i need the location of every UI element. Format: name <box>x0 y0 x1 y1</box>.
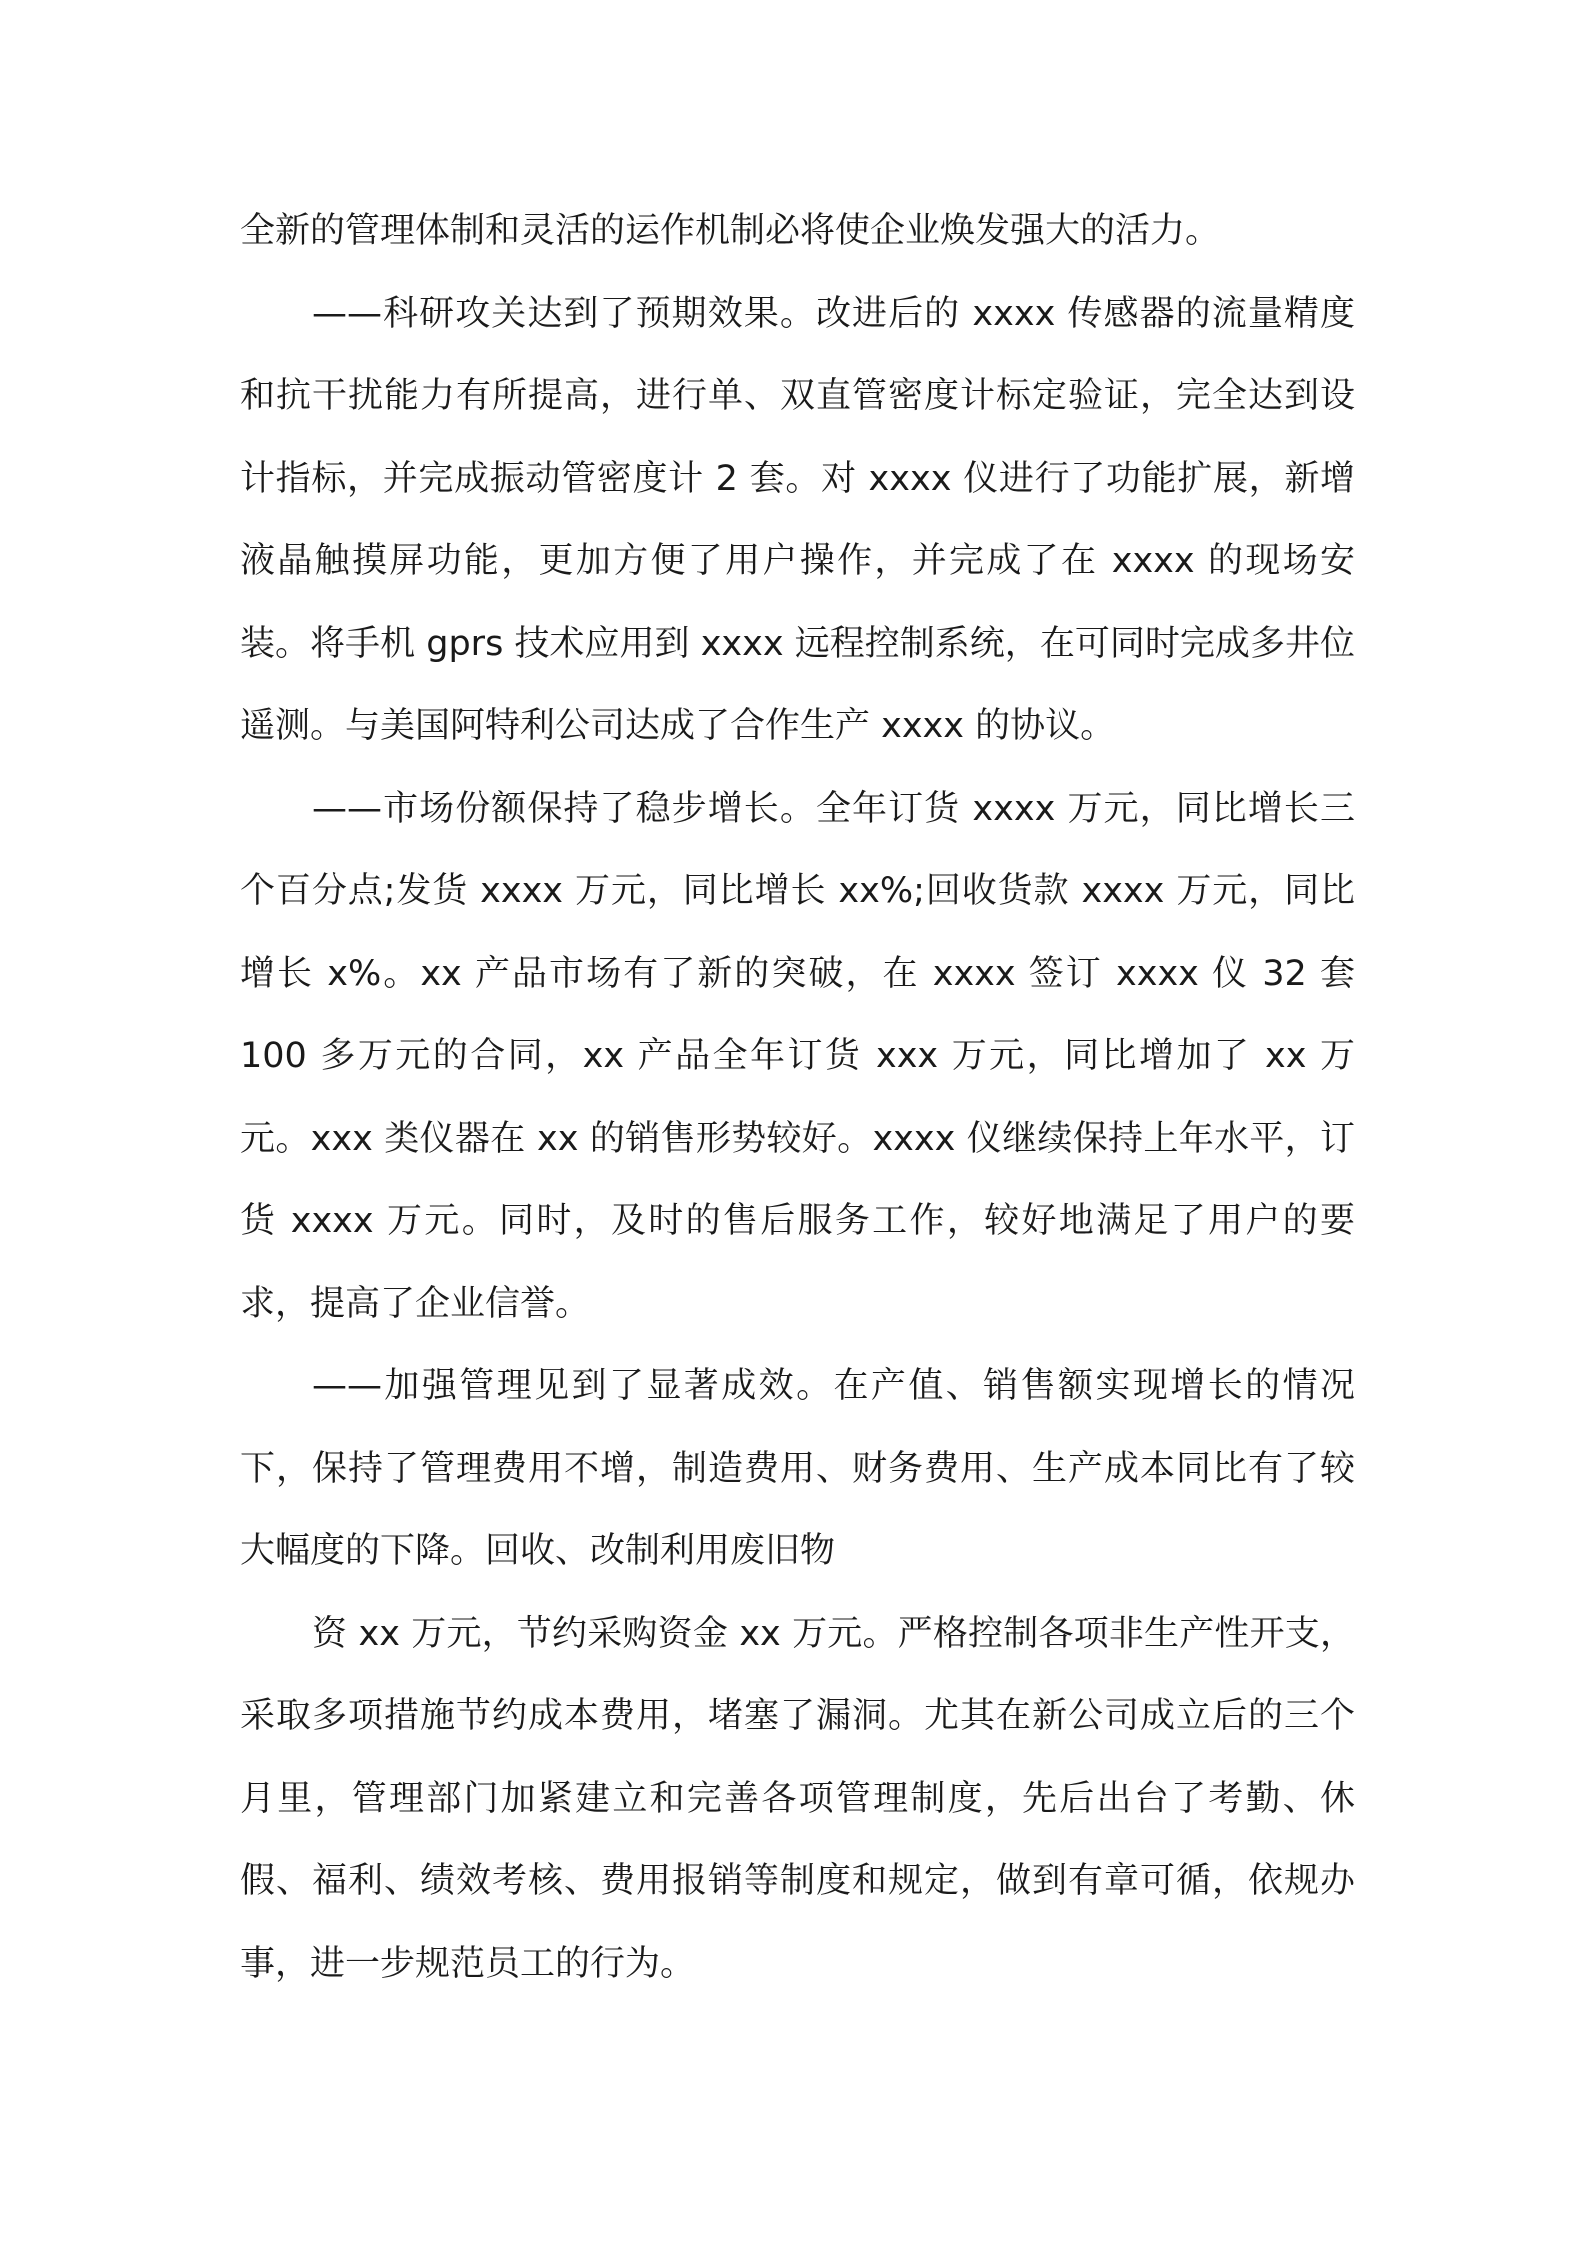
paragraph-market: ——市场份额保持了稳步增长。全年订货 xxxx 万元，同比增长三个百分点;发货 xxxx 万元，同比增长 xx%;回收货款 xxxx 万元，同比增长 x%。xx 产品市场有了新的突破，在 xxxx 签订 xxxx 仪 32 套 100 多万元的合同，xx 产品全年订货 xxx 万元，同比增加了 xx 万元。xxx 类仪器在 xx 的销售形势较好。xxxx 仪继续保持上年水平，订货 xxxx 万元。同时，及时的售后服务工作，较好地满足了用户的要求，提高了企业信誉。 <box>240 788 1355 1324</box>
document-body <box>240 190 1355 2005</box>
paragraph-research: ——科研攻关达到了预期效果。改进后的 xxxx 传感器的流量精度和抗干扰能力有所提高，进行单、双直管密度计标定验证，完全达到设计指标，并完成振动管密度计 2 套。对 xxxx 仪进行了功能扩展，新增液晶触摸屏功能，更加方便了用户操作，并完成了在 xxxx 的现场安装。将手机 gprs 技术应用到 xxxx 远程控制系统，在可同时完成多井位遥测。与美国阿特利公司达成了合作生产 xxxx 的协议。 <box>240 293 1355 746</box>
paragraph-continuation: 全新的管理体制和灵活的运作机制必将使企业焕发强大的活力。 <box>240 211 1221 251</box>
paragraph-cost-control: 资 xx 万元，节约采购资金 xx 万元。严格控制各项非生产性开支，采取多项措施节约成本费用，堵塞了漏洞。尤其在新公司成立后的三个月里，管理部门加紧建立和完善各项管理制度，先后出台了考勤、休假、福利、绩效考核、费用报销等制度和规定，做到有章可循，依规办事，进一步规范员工的行为。 <box>240 1613 1355 1984</box>
paragraph-management: ——加强管理见到了显著成效。在产值、销售额实现增长的情况下，保持了管理费用不增，制造费用、财务费用、生产成本同比有了较大幅度的下降。回收、改制利用废旧物 <box>240 1366 1355 1571</box>
